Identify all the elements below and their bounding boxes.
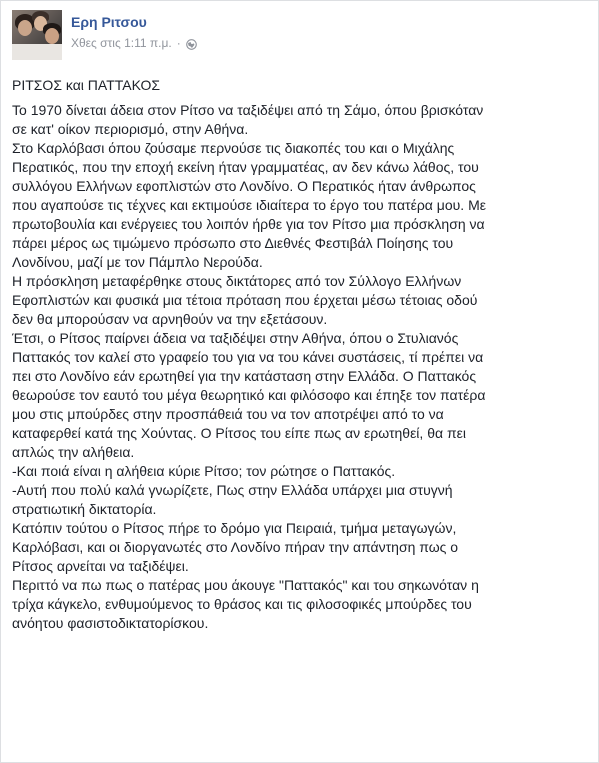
post-content bbox=[12, 76, 592, 633]
post-meta bbox=[71, 10, 197, 51]
globe-icon[interactable] bbox=[186, 38, 197, 49]
timestamp-row bbox=[71, 35, 197, 51]
post-header bbox=[12, 10, 197, 60]
profile-avatar[interactable] bbox=[12, 10, 62, 60]
meta-separator: · bbox=[176, 36, 181, 50]
post-body: Το 1970 δίνεται άδεια στον Ρίτσο να ταξιδέψει από τη Σάμο, όπου βρισκόταν σε κατ' οίκον περιορισμό, στην Αθήνα. Στο Καρλόβασι όπου ζούσαμε περνούσε τις διακοπές του και ο Μιχάλης Περατικός, που την εποχή εκείνη ήταν γραμματέας, αν δεν κάνω λάθος, του συλλόγου Ελλήνων εφοπλιστών στο Λονδίνο. Ο Περατικός ήταν άνθρωπος που αγαπούσε τις τέχνες και εκτιμούσε ιδιαίτερα το έργο του πατέρα μου. Με πρωτοβουλία και ενέργειες του λοιπόν ήρθε για τον Ρίτσο μια πρόσκληση να πάρει μέρος ως τιμώμενο πρόσωπο στο Διεθνές Φεστιβάλ Ποίησης του Λονδίνου, μαζί με τον Πάμπλο Νερούδα. Η πρόσκληση μεταφέρθηκε στους δικτάτορες από τον Σύλλογο Ελλήνων Εφοπλιστών και φυσικά μια τέτοια πρόταση που έρχεται μέσω τέτοιας οδού δεν θα μπορούσαν να αρνηθούν να την εξετάσουν. Έτσι, ο Ρίτσος παίρνει άδεια να ταξιδέψει στην Αθήνα, όπου ο Στυλιανός Παττακός τον καλεί στο γραφείο του για να του κάνει συστάσεις, τί πρέπει να πει στο Λονδίνο εάν ερωτηθεί για την κατάσταση στην Ελλάδα. Ο Παττακός θεωρούσε τον εαυτό του μέγα θεωρητικό και φιλόσοφο και έπηξε τον πατέρα μου στις μπούρδες στην προσπάθειά του να τον αποτρέψει από το να καταφερθεί κατά της Χούντας. Ο Ρίτσος του είπε πως αν ερωτηθεί, θα πει απλώς την αλήθεια. -Και ποιά είναι η αλήθεια κύριε Ρίτσο; τον ρώτησε ο Παττακός. -Αυτή που πολύ καλά γνωρίζετε, Πως στην Ελλάδα υπάρχει μια στυγνή στρατιωτική δικτατορία. Κατόπιν τούτου ο Ρίτσος πήρε το δρόμο για Πειραιά, τμήμα μεταγωγών, Καρλόβασι, και οι διοργανωτές στο Λονδίνο πήραν την απάντηση πως ο Ρίτσος αρνείται να ταξιδέψει. Περιττό να πω πως ο πατέρας μου άκουγε "Παττακός" και του σηκωνόταν η τρίχα κάγκελο, ενθυμούμενος το θράσος και τις φιλοσοφικές μπούρδες του ανόητου φασιστοδικτατορίσκου. bbox=[12, 102, 486, 631]
post-timestamp[interactable]: Χθες στις 1:11 π.μ. bbox=[71, 36, 172, 50]
author-name-link[interactable]: Ερη Ριτσου bbox=[71, 14, 147, 30]
post-title: ΡΙΤΣΟΣ και ΠΑΤΤΑΚΟΣ bbox=[12, 77, 161, 93]
